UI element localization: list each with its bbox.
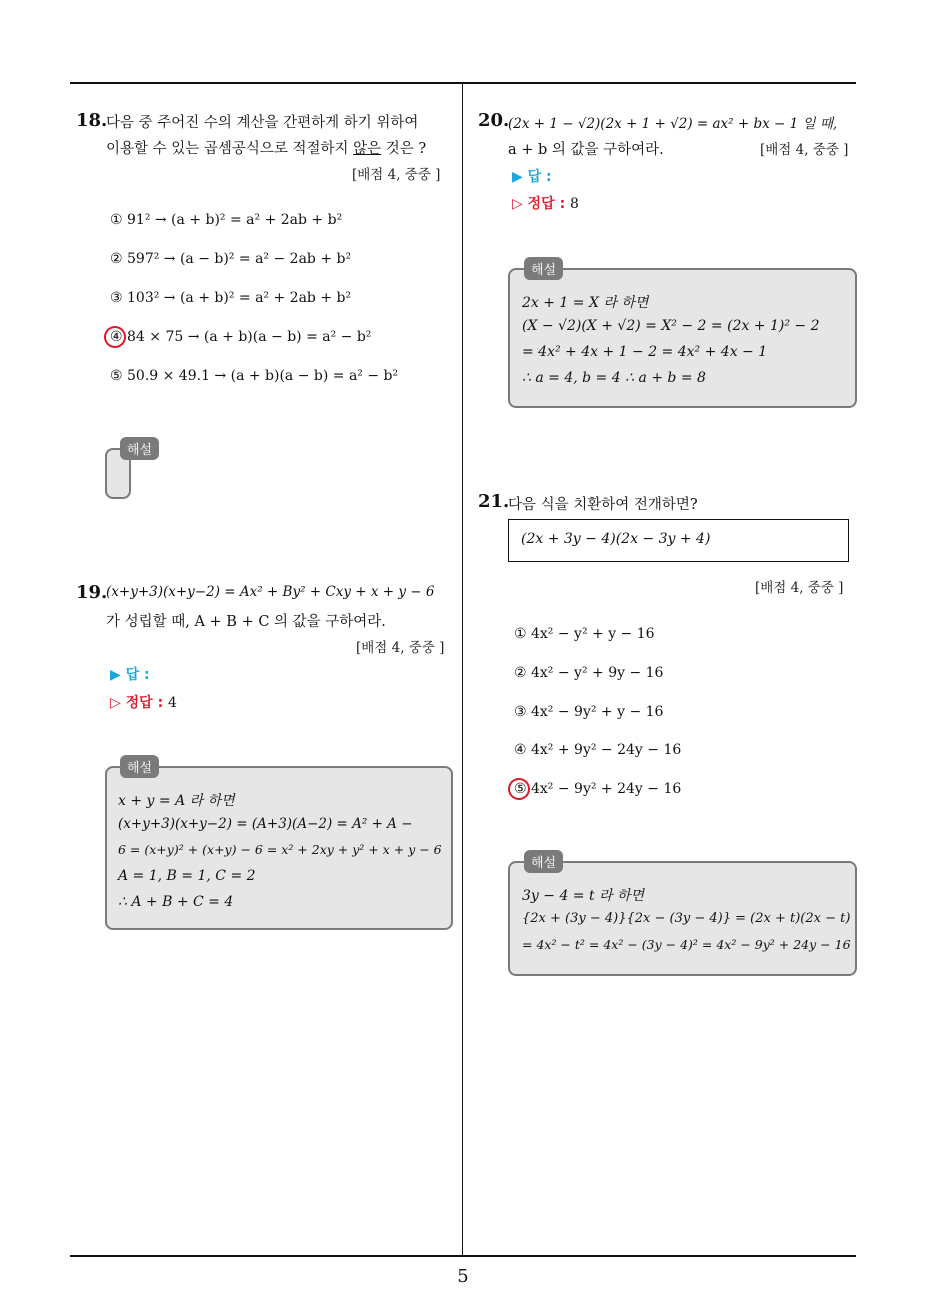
explanation-line-1: 2x + 1 = X 라 하면: [522, 295, 649, 311]
choice-2[interactable]: ② 597² → (a − b)² = a² − 2ab + b²: [110, 251, 352, 267]
explanation-line-2: (x+y+3)(x+y−2) = (A+3)(A−2) = A² + A −: [118, 816, 413, 832]
choice-3[interactable]: ③ 103² → (a + b)² = a² + 2ab + b²: [110, 290, 352, 306]
explanation-line-3: = 4x² − t² = 4x² − (3y − 4)² = 4x² − 9y² + 24y − 16: [522, 937, 851, 952]
explanation-line-4: ∴ a = 4, b = 4 ∴ a + b = 8: [522, 370, 706, 386]
underlined-word: 않은: [353, 141, 382, 157]
score-difficulty: [배점 4, 중중 ]: [760, 142, 849, 158]
explanation-line-5: ∴ A + B + C = 4: [118, 894, 234, 910]
question-number: 20.: [478, 110, 510, 131]
choice-4[interactable]: ④ 4x² + 9y² − 24y − 16: [514, 742, 682, 758]
question-text-line1: 다음 중 주어진 수의 계산을 간편하게 하기 위하여: [106, 115, 419, 131]
correct-answer-circle-mark: [101, 323, 129, 351]
choice-3[interactable]: ③ 4x² − 9y² + y − 16: [514, 704, 664, 720]
choice-2[interactable]: ② 4x² − y² + 9y − 16: [514, 665, 664, 681]
score-difficulty: [배점 4, 중중 ]: [352, 167, 441, 183]
correct-answer-value: 4: [168, 695, 177, 711]
question-text-line1: 다음 식을 치환하여 전개하면?: [508, 497, 698, 513]
bottom-rule: [70, 1255, 856, 1257]
page-number: 5: [457, 1266, 469, 1287]
correct-answer-label: ▷ 정답 :: [512, 196, 566, 212]
correct-answer-row: [512, 193, 579, 213]
explanation-line-1: 3y − 4 = t 라 하면: [522, 888, 645, 904]
correct-answer-value: 8: [570, 196, 579, 212]
question-number: 18.: [76, 110, 108, 131]
explanation-tag: 해설: [120, 437, 159, 460]
choice-4[interactable]: ④ 84 × 75 → (a + b)(a − b) = a² − b²: [110, 329, 372, 345]
choice-1[interactable]: ① 4x² − y² + y − 16: [514, 626, 655, 642]
explanation-tag: 해설: [120, 755, 159, 778]
explanation-line-1: x + y = A 라 하면: [118, 793, 235, 809]
choice-5[interactable]: ⑤ 50.9 × 49.1 → (a + b)(a − b) = a² − b²: [110, 368, 399, 384]
question-text-line1: (2x + 1 − √2)(2x + 1 + √2) = ax² + bx − 1 일 때,: [508, 116, 838, 132]
explanation-line-3: 6 = (x+y)² + (x+y) − 6 = x² + 2xy + y² + x + y − 6: [118, 842, 442, 857]
choice-5[interactable]: ⑤ 4x² − 9y² + 24y − 16: [514, 781, 682, 797]
question-number: 19.: [76, 582, 108, 603]
explanation-line-2: {2x + (3y − 4)}{2x − (3y − 4)} = (2x + t)(2x − t): [522, 911, 851, 926]
formula-box: [508, 519, 849, 562]
correct-answer-label: ▷ 정답 :: [110, 695, 164, 711]
column-divider: [462, 82, 463, 1256]
explanation-box: [508, 861, 857, 976]
score-difficulty: [배점 4, 중중 ]: [755, 580, 844, 596]
explanation-tag: 해설: [524, 850, 563, 873]
question-text-line2: a + b 의 값을 구하여라.: [508, 142, 664, 158]
explanation-box: [105, 766, 453, 930]
answer-label: ▶ 답 :: [512, 169, 552, 185]
answer-label: ▶ 답 :: [110, 667, 150, 683]
correct-answer-row: [110, 692, 177, 712]
question-number: 21.: [478, 491, 510, 512]
explanation-line-3: = 4x² + 4x + 1 − 2 = 4x² + 4x − 1: [522, 344, 768, 360]
explanation-tag: 해설: [524, 257, 563, 280]
correct-answer-circle-mark: [505, 775, 533, 803]
choice-1[interactable]: ① 91² → (a + b)² = a² + 2ab + b²: [110, 212, 343, 228]
explanation-line-2: (X − √2)(X + √2) = X² − 2 = (2x + 1)² − 2: [522, 318, 820, 334]
question-text-line2: 이용할 수 있는 곱셈공식으로 적절하지 않은 것은 ?: [106, 141, 427, 157]
question-text-line1: (x+y+3)(x+y−2) = Ax² + By² + Cxy + x + y − 6: [106, 584, 435, 600]
formula-expression: (2x + 3y − 4)(2x − 3y + 4): [521, 531, 711, 547]
question-text-line2: 가 성립할 때, A + B + C 의 값을 구하여라.: [106, 614, 386, 630]
explanation-line-4: A = 1, B = 1, C = 2: [118, 868, 256, 884]
score-difficulty: [배점 4, 중중 ]: [356, 640, 445, 656]
explanation-box: [508, 268, 857, 408]
